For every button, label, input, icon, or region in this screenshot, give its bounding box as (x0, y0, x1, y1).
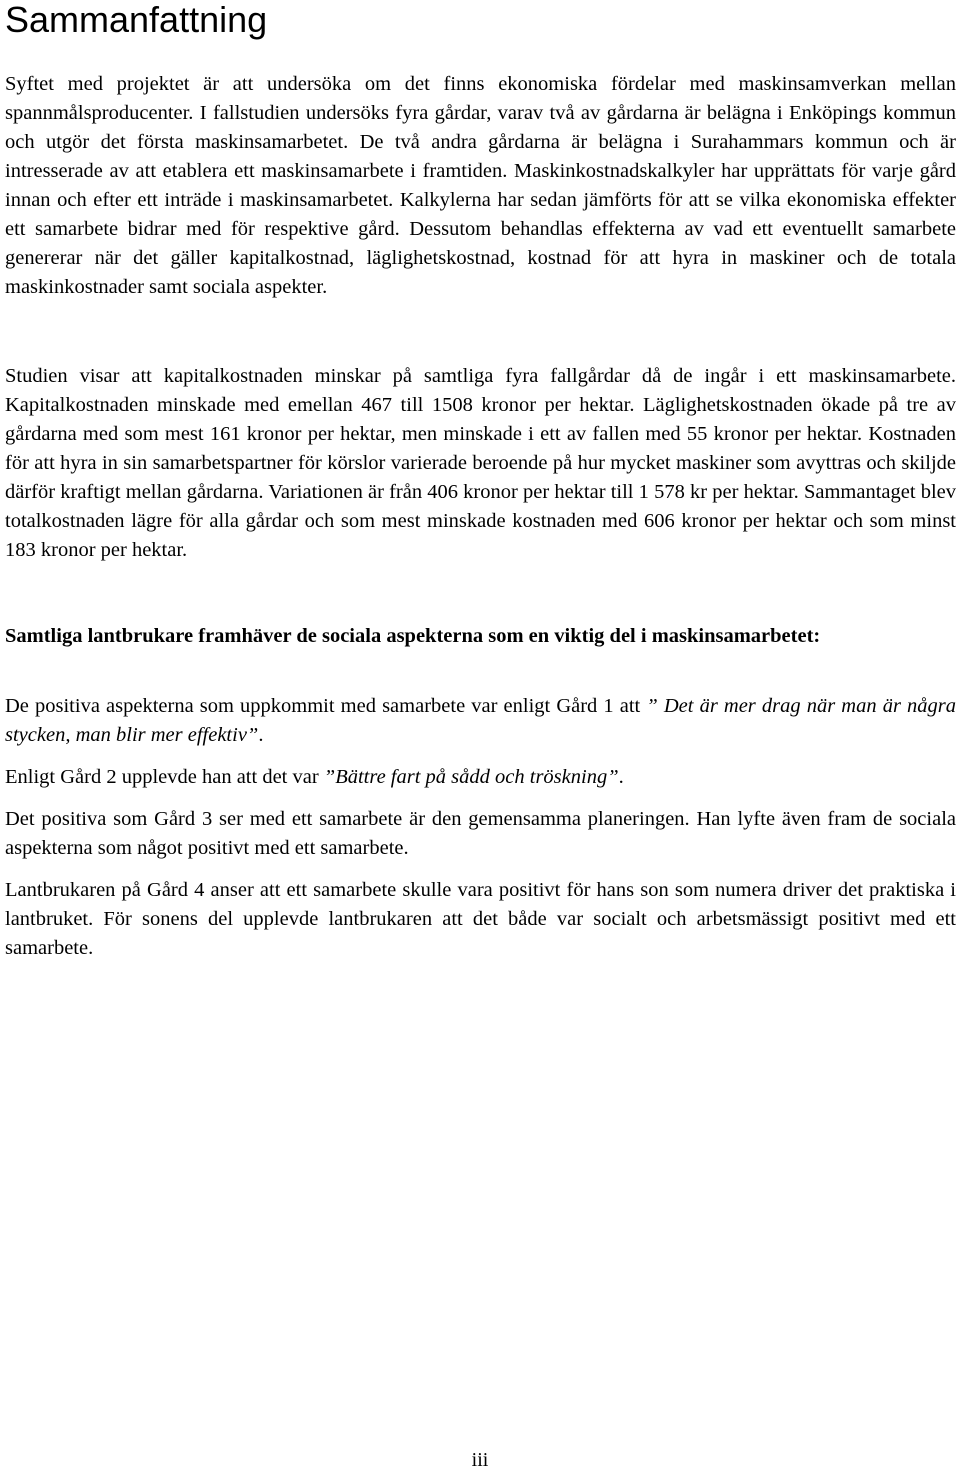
paragraph-results: Studien visar att kapitalkostnaden minskar på samtliga fyra fallgårdar då de ingår i ett maskinsamarbete. Kapitalkostnaden minskade med emellan 467 till 1508 kronor per hektar. Läglighetskostnaden ökade på tre av gårdarna med som mest 161 kronor per hektar, men minskade i ett av fallen med 55 kronor per hektar. Kostnaden för att hyra in sin samarbetspartner för körslor varierade beroende på hur mycket maskiner som avyttras och skiljde därför kraftigt mellan gårdarna. Variationen är från 406 kronor per hektar till 1 578 kr per hektar. Sammantaget blev totalkostnaden lägre för alla gårdar och som mest minskade kostnaden med 606 kronor per hektar och som minst 183 kronor per hektar. (5, 365, 956, 561)
paragraph-farm-3: Det positiva som Gård 3 ser med ett samarbete är den gemensamma planeringen. Han lyfte även fram de sociala aspekterna som något positivt med ett samarbete. (5, 808, 956, 859)
page-number: iii (471, 1449, 489, 1471)
farm-2-quote: ”Bättre fart på sådd och tröskning” (323, 766, 619, 788)
paragraph-farm-4: Lantbrukaren på Gård 4 anser att ett samarbete skulle vara positivt för hans son som numera driver det praktiska i lantbruket. För sonens del upplevde lantbrukaren att det både var socialt och arbetsmässigt positivt med ett samarbete. (5, 879, 956, 959)
farm-1-end: . (258, 724, 264, 746)
farm-2-end: . (618, 766, 624, 788)
paragraph-farm-1 (5, 692, 956, 750)
farm-1-lead: De positiva aspekterna som uppkommit med samarbete var enligt Gård 1 att (5, 695, 647, 717)
farm-1-quote: ” Det är mer drag när man är några stycken, man blir mer effektiv” (5, 695, 956, 746)
farm-2-lead: Enligt Gård 2 upplevde han att det var (5, 766, 324, 788)
paragraph-intro: Syftet med projektet är att undersöka om det finns ekonomiska fördelar med maskinsamverkan mellan spannmålsproducenter. I fallstudien undersöks fyra gårdar, varav två av gårdarna är belägna i Enköpings kommun och utgör det första maskinsamarbetet. De två andra gårdarna är belägna i Surahammars kommun och är intresserade av att etablera ett maskinsamarbete i framtiden. Maskinkostnadskalkyler har upprättats för varje gård innan och efter ett inträde i maskinsamarbetet. Kalkylerna har sedan jämförts för att se vilka ekonomiska effekter ett samarbete bidrar med för respektive gård. Dessutom behandlas effekterna av vad ett eventuellt samarbete genererar när det gäller kapitalkostnad, läglighetskostnad, kostnad för att hyra in maskiner och de totala maskinkostnader samt sociala aspekter. (5, 73, 956, 298)
paragraph-farm-2 (5, 763, 956, 792)
document-page (5, 0, 956, 959)
paragraph-social-heading: Samtliga lantbrukare framhäver de sociala aspekterna som en viktig del i maskinsamarbetet: (5, 625, 821, 647)
page-title: Sammanfattning (5, 0, 268, 40)
